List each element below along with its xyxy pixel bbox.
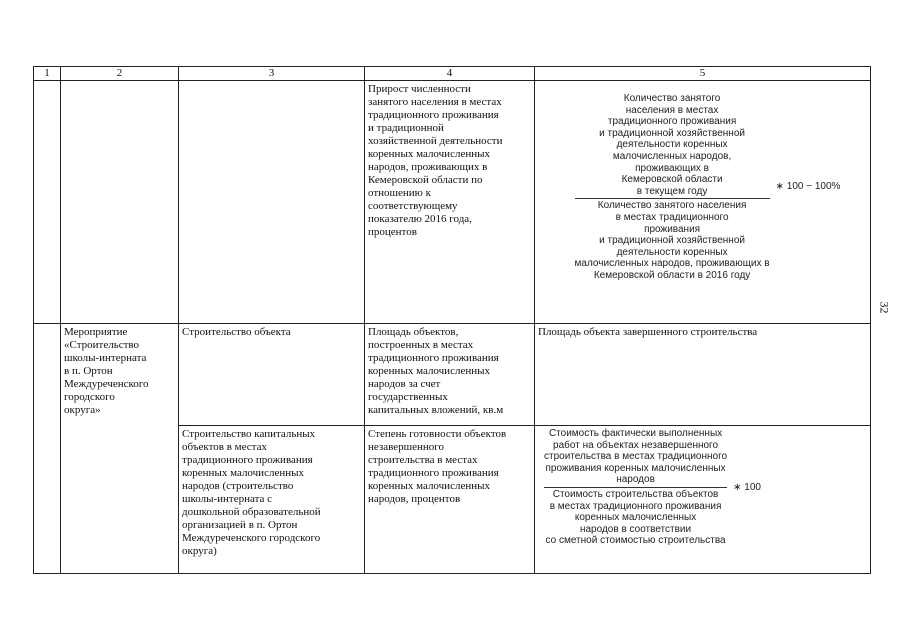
indicator-cell [365,81,535,324]
text-line: традиционного проживания [182,454,313,466]
text-line: и традиционной [368,122,444,134]
text-line: традиционного проживания [607,116,737,128]
text-line: Кемеровской области в 2016 году [593,269,751,281]
text-line: традиционного проживания [368,467,499,479]
text-line: соответствующему [368,200,458,212]
number-cell [34,324,61,574]
table-row [34,81,871,324]
formula-suffix: ∗ 100 [733,481,761,493]
formula-fraction [538,93,867,282]
text-line: народов [616,474,655,486]
text-line: государственных [368,391,448,403]
indicator-text [368,83,531,239]
header-cell-1: 1 [34,67,61,81]
formula-cell [535,324,871,426]
event-cell [61,81,179,324]
text-line: коренных малочисленных [574,512,697,524]
action-text [182,428,361,558]
text-line: коренных малочисленных [368,480,490,492]
text-line: отношению к [368,187,431,199]
formula-cell [535,426,871,574]
text-line: и традиционной хозяйственной [599,127,745,139]
text-line: хозяйственной деятельности [368,135,503,147]
text-line: деятельности коренных [616,246,728,258]
indicator-text [368,326,531,417]
text-line: народов за счет [368,378,441,390]
text-line: традиционного проживания [368,352,499,364]
header-cell-3: 3 [179,67,365,81]
text-line: проживающих в [635,162,709,174]
text-line: Кемеровской области по [368,174,483,186]
text-line: строительства в местах традиционного [544,451,728,463]
text-line: народов в соответствии [579,523,692,535]
text-line: строительства в местах [368,454,478,466]
text-line: в местах традиционного [615,211,729,223]
text-line: Междуреченского [64,378,149,390]
text-line: традиционного проживания [368,109,499,121]
event-text [64,326,175,417]
table-row [34,324,871,426]
text-line: процентов [368,226,417,238]
formula-numerator [599,93,745,197]
header-cell-2: 2 [61,67,179,81]
text-line: в местах традиционного проживания [549,500,722,512]
text-line: округа» [64,404,101,416]
indicator-cell [365,426,535,574]
text-line: народов, проживающих в [368,161,488,173]
text-line: незавершенного [368,441,445,453]
formula-fraction [544,428,867,547]
text-line: объектов в местах [182,441,267,453]
text-line: организацией в п. Ортон [182,519,298,531]
fraction-bar [575,198,770,199]
text-line: работ на объектах незавершенного [553,439,719,451]
formula-numerator [544,428,727,486]
text-line: показателю 2016 года, [368,213,472,225]
formula-cell [535,81,871,324]
text-line: населения в местах [625,104,719,116]
text-line: школы-интерната с [182,493,273,505]
text-line: занятого населения в местах [368,96,502,108]
text-line: со сметной стоимостью строительства [545,535,726,547]
indicators-table [33,66,871,574]
text-line: Количество занятого населения [597,200,747,212]
event-cell [61,324,179,574]
text-line: построенных в местах [368,339,474,351]
action-cell [179,324,365,426]
header-cell-4: 4 [365,67,535,81]
text-line: малочисленных народов, [612,150,732,162]
text-line: коренных малочисленных [368,365,490,377]
formula-denominator [575,200,770,281]
text-line: Стоимость фактически выполненных [548,428,723,439]
indicator-cell [365,324,535,426]
text-line: народов (строительство [182,480,294,492]
indicator-text [368,428,531,506]
text-line: Стоимость строительства объектов [552,488,719,500]
text-line: округа) [182,545,217,557]
header-cell-5: 5 [535,67,871,81]
text-line: народов, процентов [368,493,461,505]
fraction-bar [544,487,727,488]
text-line: в п. Ортон [64,365,113,377]
text-line: «Строительство [64,339,140,351]
text-line: дошкольной образовательной [182,506,321,518]
text-line: проживания коренных малочисленных [545,462,726,474]
text-line: Прирост численности [368,83,471,95]
action-cell [179,81,365,324]
text-line: Площадь объектов, [368,326,459,338]
text-line: Количество занятого [623,93,721,104]
formula-text: Площадь объекта завершенного строительства [538,326,758,338]
text-line: Строительство объекта [182,326,291,338]
page-number: 32 [877,301,892,314]
text-line: в текущем году [636,185,708,197]
text-line: Кемеровской области [621,174,723,186]
text-line: деятельности коренных [616,139,728,151]
text-line: коренных малочисленных [182,467,304,479]
text-line: капитальных вложений, кв.м [368,404,504,416]
text-line: малочисленных народов, проживающих в [574,258,770,270]
number-cell [34,81,61,324]
formula-suffix: ∗ 100 − 100% [775,181,841,193]
text-line: Междуреченского городского [182,532,321,544]
action-cell [179,426,365,574]
text-line: Строительство капитальных [182,428,316,440]
text-line: Мероприятие [64,326,128,338]
action-text [182,326,361,339]
formula-denominator [546,489,726,547]
text-line: и традиционной хозяйственной [599,235,745,247]
text-line: школы-интерната [64,352,147,364]
header-row [34,67,871,81]
text-line: коренных малочисленных [368,148,490,160]
text-line: Степень готовности объектов [368,428,507,440]
text-line: проживания [644,223,701,235]
text-line: городского [64,391,115,403]
